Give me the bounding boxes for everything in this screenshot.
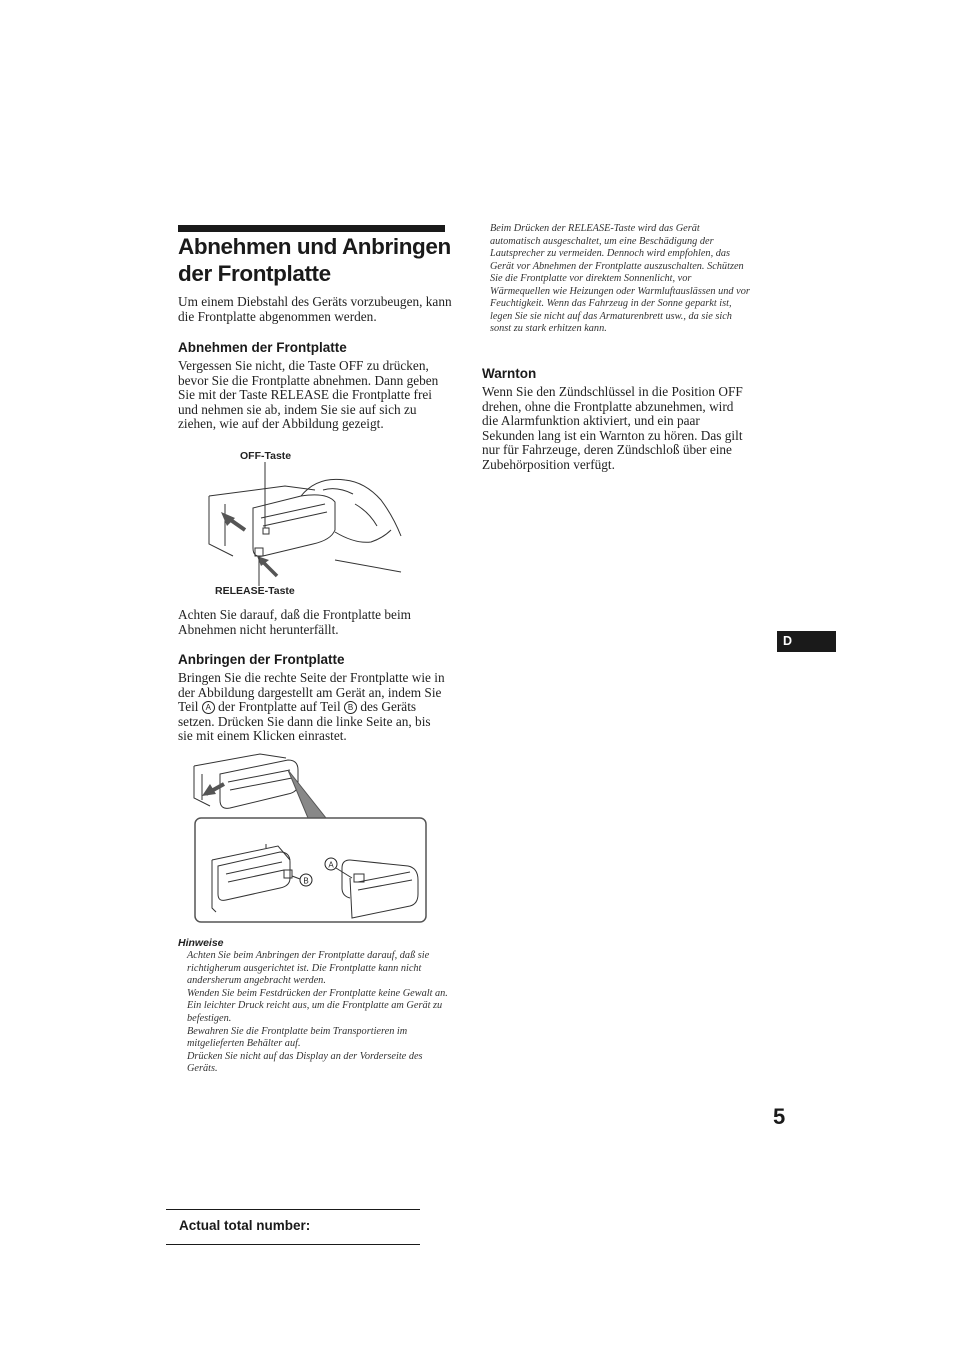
attach-heading: Anbringen der Frontplatte [178,652,345,667]
release-note: Beim Drücken der RELEASE-Taste wird das Gerät automatisch ausgeschaltet, um eine Beschädigung der Lautsprecher zu vermeiden. Dennoch wird empfohlen, das Gerät vor Abnehmen der Frontplatte auszuschalten. Schützen Sie die Frontplatte vor direktem Sonnenlicht, vor Wärmequellen wie Heizungen oder Warmluftauslässen und vor Feuchtigkeit. Wenn das Fahrzeug in der Sonne geparkt ist, legen Sie sie nicht auf das Armaturenbrett usw., da sie sich sonst zu stark erhitzen kann. [490,223,750,334]
footer-label: Actual total number: [179,1218,311,1233]
footer-bottom-rule [166,1244,420,1245]
attach-text-3: des Geräts setzen. Drücken Sie dann die linke Seite an, bis sie mit einem Klicken einrastet. [178,699,431,743]
page-number: 5 [773,1104,786,1129]
attach-paragraph [178,671,448,744]
warnton-heading: Warnton [482,366,537,381]
part-a-callout: A [328,860,334,870]
attach-text-2: der Frontplatte auf Teil [218,699,341,714]
part-b-marker [344,701,357,714]
removal-illustration [205,460,415,590]
note-item: Drücken Sie nicht auf das Display an der Vorderseite des Geräts. [187,1050,423,1075]
attach-illustration [190,748,430,926]
notes-title: Hinweise [178,937,224,949]
removal-paragraph: Vergessen Sie nicht, die Taste OFF zu drücken, bevor Sie die Frontplatte abnehmen. Dann geben Sie mit der Taste RELEASE die Frontplatte frei und nehmen sie ab, indem Sie sie auf sich zu ziehen, wie auf der Abbildung gezeigt. [178,358,439,431]
removal-heading: Abnehmen der Frontplatte [178,340,347,355]
page-title: Abnehmen und Anbringen der Frontplatte [178,234,451,286]
intro-paragraph: Um einem Diebstahl des Geräts vorzubeugen, kann die Frontplatte abgenommen werden. [178,294,452,324]
warnton-paragraph: Wenn Sie den Zündschlüssel in die Position OFF drehen, ohne die Frontplatte abzunehmen, wird die Alarmfunktion aktiviert, und ein paar Sekunden lang ist ein Warnton zu hören. Das gilt nur für Fahrzeuge, deren Zündschloß über eine Zubehörposition verfügt. [482,384,743,472]
language-tab: D [777,631,836,652]
part-b-callout: B [303,876,309,886]
note-item: Achten Sie beim Anbringen der Frontplatte darauf, daß sie richtigherum ausgerichtet ist. Die Frontplatte kann nicht andersherum angebracht werden. [187,950,430,987]
removal-caution-paragraph: Achten Sie darauf, daß die Frontplatte beim Abnehmen nicht herunterfällt. [178,607,411,637]
part-a-letter: A [205,703,211,712]
notes-list [187,950,449,1076]
attach-text-1: Bringen Sie die rechte Seite der Frontplatte wie in der Abbildung dargestellt am Gerät an, indem Sie Teil [178,670,445,714]
part-a-marker [202,701,215,714]
section-top-rule [178,225,445,232]
release-button-label: RELEASE-Taste [215,585,295,597]
off-button-label: OFF-Taste [240,450,292,462]
note-item: Wenden Sie beim Festdrücken der Frontplatte keine Gewalt an. Ein leichter Druck reicht aus, um die Frontplatte am Gerät zu befestigen. [187,987,448,1024]
footer-top-rule [166,1209,420,1210]
part-b-letter: B [347,703,354,712]
note-item: Bewahren Sie die Frontplatte beim Transportieren im mitgelieferten Behälter auf. [187,1025,408,1050]
